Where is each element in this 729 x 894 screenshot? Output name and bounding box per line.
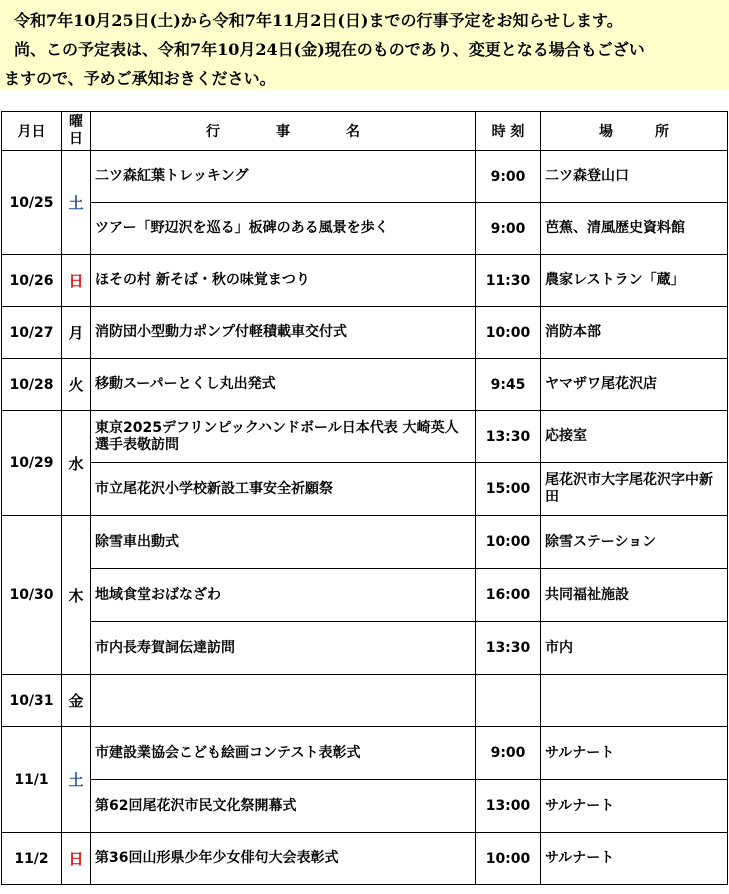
notice-line-1: 令和7年10月25日(土)から令和7年11月2日(日)までの行事予定をお知らせします。 (14, 11, 623, 30)
event-time-cell: 15:00 (476, 463, 541, 516)
date-cell: 10/30 (2, 516, 62, 675)
table-row (2, 411, 728, 463)
event-time-cell: 10:00 (476, 833, 541, 885)
event-name-cell: 市立尾花沢小学校新設工事安全祈願祭 (91, 463, 476, 516)
table-row (2, 516, 728, 569)
event-place-cell: ヤマザワ尾花沢店 (541, 359, 728, 411)
date-cell: 10/29 (2, 411, 62, 516)
event-name-cell: 消防団小型動力ポンプ付軽積載車交付式 (91, 307, 476, 359)
event-time-cell: 10:00 (476, 307, 541, 359)
event-name-cell: 地域食堂おばなざわ (91, 569, 476, 622)
weekday-cell: 日 (62, 255, 91, 307)
event-place-cell: 共同福祉施設 (541, 569, 728, 622)
event-place-cell: 市内 (541, 622, 728, 675)
event-time-cell: 13:30 (476, 622, 541, 675)
event-time-cell: 10:00 (476, 516, 541, 569)
event-place-cell: サルナート (541, 833, 728, 885)
event-time-cell: 13:00 (476, 780, 541, 833)
event-time-cell: 9:00 (476, 727, 541, 780)
header-time: 時 刻 (476, 112, 541, 151)
event-place-cell: 農家レストラン「蔵」 (541, 255, 728, 307)
schedule-notice (0, 0, 729, 90)
event-name-cell: 除雪車出動式 (91, 516, 476, 569)
table-row (2, 359, 728, 411)
notice-line-3: ますので、予めご承知おきください。 (4, 69, 276, 88)
table-row (2, 463, 728, 516)
event-name-cell: 第62回尾花沢市民文化祭開幕式 (91, 780, 476, 833)
event-name-cell: ツアー「野辺沢を巡る」板碑のある風景を歩く (91, 203, 476, 255)
event-name-cell: 市内長寿賀詞伝達訪問 (91, 622, 476, 675)
event-place-cell: 芭蕉、清風歴史資料館 (541, 203, 728, 255)
event-place-cell: 応接室 (541, 411, 728, 463)
notice-line-2: 尚、この予定表は、令和7年10月24日(金)現在のものであり、変更となる場合もござい (14, 40, 645, 59)
table-row (2, 203, 728, 255)
event-time-cell: 13:30 (476, 411, 541, 463)
event-time-cell (476, 675, 541, 727)
event-place-cell (541, 675, 728, 727)
table-row (2, 151, 728, 203)
header-date: 月日 (2, 112, 62, 151)
event-name-cell: 東京2025デフリンピックハンドボール日本代表 大崎英人選手表敬訪問 (91, 411, 476, 463)
date-cell: 10/25 (2, 151, 62, 255)
event-name-cell: ほその村 新そば・秋の味覚まつり (91, 255, 476, 307)
date-cell: 10/27 (2, 307, 62, 359)
table-row (2, 727, 728, 780)
event-name-cell: 市建設業協会こども絵画コンテスト表彰式 (91, 727, 476, 780)
date-cell: 11/1 (2, 727, 62, 833)
table-row (2, 255, 728, 307)
weekday-cell: 土 (62, 151, 91, 255)
event-place-cell: 消防本部 (541, 307, 728, 359)
event-name-cell: 第36回山形県少年少女俳句大会表彰式 (91, 833, 476, 885)
header-event: 行 事 名 (91, 112, 476, 151)
weekday-cell: 木 (62, 516, 91, 675)
event-name-cell: 二ツ森紅葉トレッキング (91, 151, 476, 203)
header-day (62, 112, 91, 151)
event-place-cell: 尾花沢市大字尾花沢字中新田 (541, 463, 728, 516)
event-time-cell: 9:00 (476, 203, 541, 255)
event-name-cell: 移動スーパーとくし丸出発式 (91, 359, 476, 411)
event-place-cell: 除雪ステーション (541, 516, 728, 569)
schedule-body (2, 151, 728, 885)
weekday-cell: 日 (62, 833, 91, 885)
header-place: 場 所 (541, 112, 728, 151)
table-row (2, 675, 728, 727)
date-cell: 10/28 (2, 359, 62, 411)
event-time-cell: 16:00 (476, 569, 541, 622)
weekday-cell: 水 (62, 411, 91, 516)
table-row (2, 833, 728, 885)
weekday-cell: 火 (62, 359, 91, 411)
table-row (2, 307, 728, 359)
schedule-table (1, 111, 728, 885)
weekday-cell: 土 (62, 727, 91, 833)
weekday-cell: 金 (62, 675, 91, 727)
event-place-cell: サルナート (541, 780, 728, 833)
event-time-cell: 9:45 (476, 359, 541, 411)
table-row (2, 569, 728, 622)
event-place-cell: サルナート (541, 727, 728, 780)
weekday-cell: 月 (62, 307, 91, 359)
event-place-cell: 二ツ森登山口 (541, 151, 728, 203)
header-day-label: 曜日 (69, 114, 83, 147)
date-cell: 11/2 (2, 833, 62, 885)
event-time-cell: 11:30 (476, 255, 541, 307)
table-row (2, 780, 728, 833)
table-row (2, 622, 728, 675)
date-cell: 10/26 (2, 255, 62, 307)
table-header-row (2, 112, 728, 151)
event-name-cell (91, 675, 476, 727)
date-cell: 10/31 (2, 675, 62, 727)
event-time-cell: 9:00 (476, 151, 541, 203)
